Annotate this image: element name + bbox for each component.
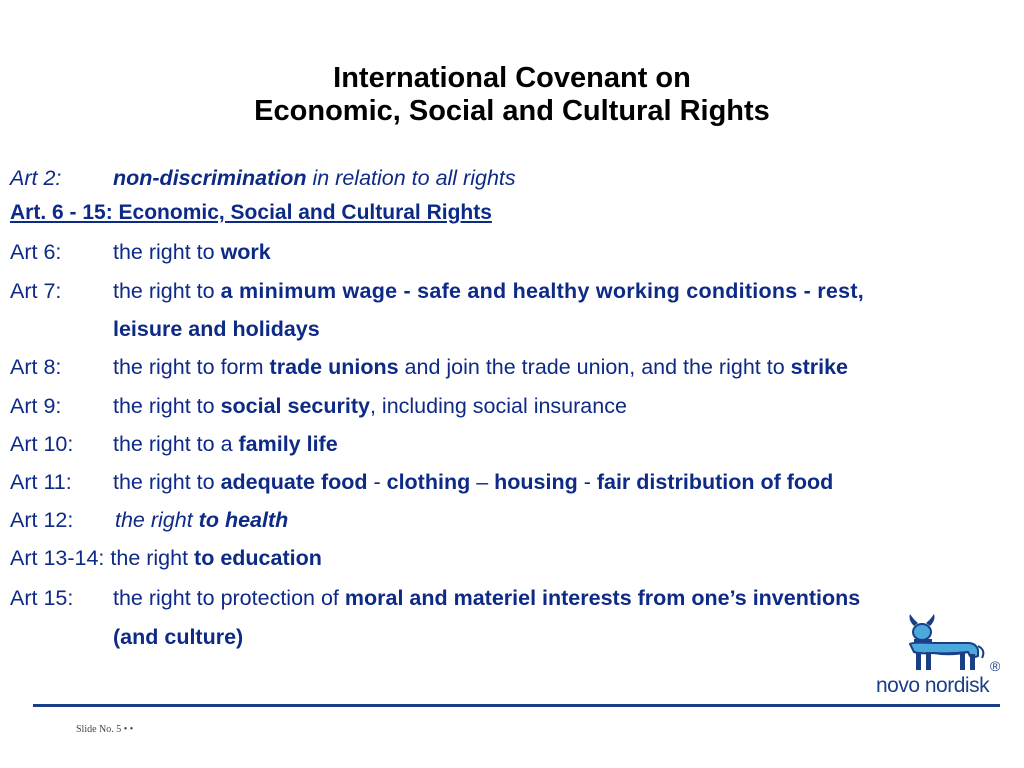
art11-pre: the right to [113,470,221,494]
novo-nordisk-logo [876,612,1016,702]
art11-sep-3: - [577,470,597,494]
art11-sep-2: – [470,470,495,494]
art1314-label: Art 13-14: the right [10,546,195,570]
art6-label: Art 6: [10,240,62,264]
art6-pre: the right to [113,240,221,264]
art9-text [113,394,627,418]
art15-bold: moral and materiel interests from one’s inventions [344,586,861,610]
bull-icon [890,612,990,674]
registered-mark: ® [990,658,1001,674]
art1314-row [10,546,322,570]
art8-bold-2: strike [790,355,848,379]
art12-bold: to health [198,508,289,532]
slide-title [0,62,1024,128]
art8-text [113,355,848,379]
art9-post: , including social insurance [369,394,627,418]
art7-label: Art 7: [10,279,62,303]
art15-continuation: (and culture) [113,625,244,649]
art15-pre: the right to protection of [113,586,345,610]
art8-label: Art 8: [10,355,62,379]
art11-text [113,470,833,494]
art8-bold-1: trade unions [269,355,399,379]
art2-label: Art 2: [10,166,62,190]
art7-pre: the right to [113,279,221,303]
art6-bold: work [220,240,271,264]
art10-bold: family life [238,432,338,456]
art15-text [113,586,860,610]
art2-text [113,166,516,190]
title-line-2: Economic, Social and Cultural Rights [254,95,770,127]
logo-wordmark: novo nordisk [876,674,990,697]
art12-label: Art 12: [10,508,74,532]
art12-pre: the right [115,508,199,532]
art9-label: Art 9: [10,394,62,418]
art8-mid: and join the trade union, and the right to [398,355,791,379]
art12-text [115,508,288,532]
art1314-bold: to education [194,546,322,570]
footer-divider [33,704,1000,707]
section-heading: Art. 6 - 15: Economic, Social and Cultural Rights [10,201,492,224]
art10-text [113,432,338,456]
art8-pre: the right to form [113,355,270,379]
art11-bold-1: adequate food [220,470,368,494]
art11-sep-1: - [367,470,387,494]
art10-pre: the right to a [113,432,239,456]
art7-text [113,279,864,303]
art11-bold-4: fair distribution of food [596,470,834,494]
art11-label: Art 11: [10,470,72,494]
art2-rest: in relation to all rights [306,166,516,190]
slide-number: Slide No. 5 • • [76,724,134,735]
art9-pre: the right to [113,394,221,418]
title-line-1: International Covenant on [333,62,691,94]
art9-bold: social security [220,394,370,418]
art7-bold: a minimum wage - safe and healthy working conditions - rest, [220,279,864,303]
art7-continuation: leisure and holidays [113,317,320,341]
art2-emphasis: non-discrimination [113,166,307,190]
art11-bold-3: housing [494,470,578,494]
art11-bold-2: clothing [386,470,471,494]
art6-text [113,240,271,264]
art10-label: Art 10: [10,432,74,456]
art15-label: Art 15: [10,586,74,610]
